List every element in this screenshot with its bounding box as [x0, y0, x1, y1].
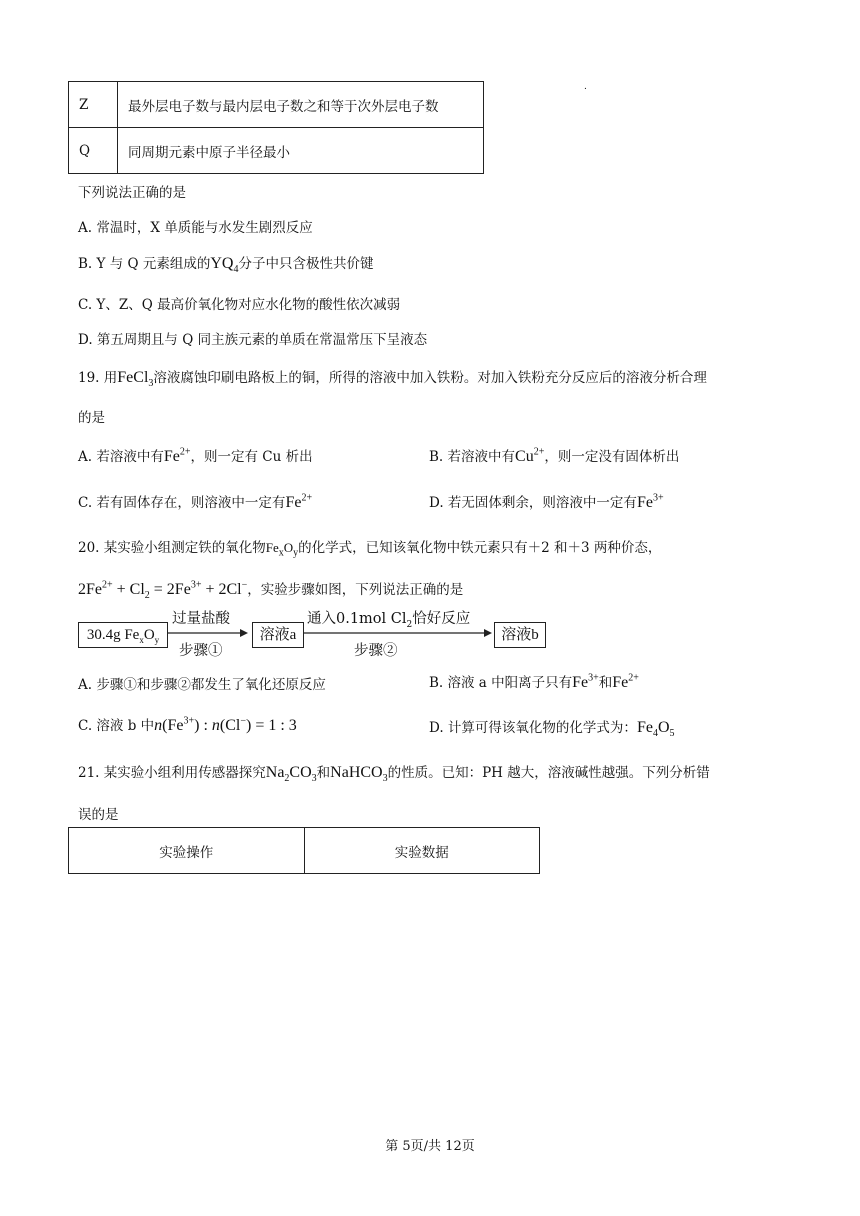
flow-arrow2 [304, 627, 494, 639]
formula-text: YQ [210, 255, 234, 272]
q18-stem: 下列说法正确的是 [78, 185, 186, 201]
formula-text: Fe [612, 674, 629, 691]
flow-box-sample-text: 30.4g Fe [86, 627, 140, 643]
table-cell-label: Z [69, 82, 118, 128]
q21-stem-post: 的性质。已知：PH 越大，溶液碱性越强。下列分析错 [387, 765, 710, 781]
q19-formula [117, 369, 154, 390]
formula-text: O [657, 719, 670, 736]
q19-option-a-pre: A. 若溶液中有 [78, 449, 164, 465]
flow-arrow2-bottom: 步骤② [354, 643, 398, 659]
q20-option-b-formula2 [612, 674, 639, 691]
formula-text: Fe [636, 719, 653, 736]
flow-arrow1-top: 过量盐酸 [172, 611, 230, 627]
table-row [69, 82, 484, 128]
q19-option-b-formula [515, 448, 544, 465]
q20-option-b-formula1 [572, 674, 599, 691]
q19-option-d [429, 491, 664, 512]
flow-box-solution-a: 溶液a [252, 622, 304, 648]
formula-sub: x [278, 547, 284, 559]
q19-stem [78, 366, 707, 389]
formula-text: CO [289, 764, 312, 781]
q18-option-b-formula [210, 255, 239, 276]
formula-sub: 2 [406, 619, 413, 630]
q20-option-b-mid: 和 [598, 675, 613, 691]
q19-option-a [78, 445, 313, 466]
q20-option-a: A. 步骤①和步骤②都发生了氧化还原反应 [78, 677, 326, 693]
q20-option-c [78, 714, 297, 735]
q20-option-d-pre: D. 计算可得该氧化物的化学式为： [429, 720, 637, 736]
q19-option-c-formula [285, 494, 312, 511]
formula-text: Cu [515, 448, 534, 465]
formula-sup: 3+ [588, 672, 599, 684]
formula-sub: y [293, 547, 299, 559]
table-cell-text: 同周期元素中原子半径最小 [118, 128, 484, 174]
q18-option-c: C. Y、Z、Q 最高价氧化物对应水化物的酸性依次减弱 [78, 297, 401, 313]
q21-stem-pre: 21. 某实验小组利用传感器探究 [78, 765, 266, 781]
q21-stem-line2: 误的是 [78, 807, 119, 823]
q20-equation-post: ，实验步骤如图，下列说法正确的是 [247, 582, 464, 598]
formula-sub: 3 [148, 378, 154, 390]
page-footer: 第 5页/共 12页 [385, 1139, 475, 1154]
formula-text: O [143, 627, 155, 643]
formula-text: Fe [572, 674, 589, 691]
ratio-value: 1 : 3 [268, 717, 297, 734]
table-row [69, 128, 484, 174]
flow-box-solution-b: 溶液b [494, 622, 546, 648]
q20-stem-post: 的化学式，已知该氧化物中铁元素只有＋2 和＋3 两种价态， [298, 540, 662, 556]
formula-sub: 3 [382, 773, 388, 785]
q19-option-d-pre: D. 若无固体剩余，则溶液中一定有 [429, 495, 637, 511]
q21-formula2 [330, 764, 388, 785]
q20-stem [78, 536, 661, 559]
table-header-operation: 实验操作 [69, 828, 305, 874]
q19-option-b [429, 445, 679, 466]
q20-option-d-formula [636, 719, 675, 740]
q20-option-d [429, 716, 675, 739]
q18-option-b-pre: B. Y 与 Q 元素组成的 [78, 256, 211, 272]
formula-sup: 2+ [533, 446, 545, 458]
q18-option-b-post: 分子中只含极性共价键 [238, 256, 374, 272]
q19-stem-pre: 19. 用 [78, 370, 118, 386]
formula-text: Fe [265, 540, 279, 555]
experiment-table [68, 827, 540, 874]
table-header-row [69, 828, 540, 874]
formula-text: NaHCO [330, 764, 383, 781]
formula-sup: 2+ [301, 492, 313, 504]
formula-text: Fe [636, 494, 653, 511]
formula-text: O [283, 540, 294, 555]
q18-option-a: A. 常温时，X 单质能与水发生剧烈反应 [78, 220, 313, 236]
q20-option-c-pre: C. 溶液 b 中 [78, 718, 155, 734]
formula-sub: 5 [669, 728, 675, 740]
q19-option-c-pre: C. 若有固体存在，则溶液中一定有 [78, 495, 286, 511]
formula-sup: 2+ [179, 446, 191, 458]
table-header-data: 实验数据 [304, 828, 540, 874]
flow-arrow1 [168, 627, 250, 639]
formula-sub: 3 [311, 773, 317, 785]
formula-sup: 2+ [628, 672, 639, 684]
redox-equation: $2Fe^{2+} + Cl_2 = 2Fe^{3+} + 2Cl^-$ [78, 579, 248, 602]
element-property-table [68, 81, 484, 174]
q19-stem-line2: 的是 [78, 410, 105, 426]
formula-sub: 4 [652, 728, 658, 740]
q19-option-a-formula [164, 448, 191, 465]
q21-formula1 [265, 764, 317, 785]
q20-option-b-pre: B. 溶液 a 中阳离子只有 [429, 675, 573, 691]
table-cell-label: Q [69, 128, 118, 174]
formula-text: Fe [163, 448, 180, 465]
formula-text: Na [265, 764, 285, 781]
q21-stem-mid: 和 [316, 765, 331, 781]
flow-arrow2-top-pre: 通入0.1mol Cl [307, 611, 407, 627]
stray-dot: . [584, 82, 587, 92]
q19-option-a-post: ，则一定有 Cu 析出 [190, 449, 313, 465]
formula-sup: 3+ [652, 492, 664, 504]
formula-text: FeCl [117, 369, 149, 386]
flow-arrow2-top-post: 恰好反应 [412, 611, 471, 627]
q20-stem-pre: 20. 某实验小组测定铁的氧化物 [78, 540, 266, 556]
q18-option-b [78, 252, 373, 275]
q19-option-d-formula [637, 494, 664, 511]
q19-option-b-pre: B. 若溶液中有 [429, 449, 516, 465]
q19-option-c [78, 491, 312, 512]
ion-ratio-expression: $n(Fe^{3+})$ : n(Cl−) = 1 : 3 [154, 715, 297, 734]
q21-stem [78, 761, 710, 784]
formula-sub: x [139, 635, 144, 645]
flow-box-sample [78, 622, 168, 648]
formula-sub: y [154, 635, 160, 645]
q20-option-b [429, 671, 639, 692]
flow-arrow1-bottom: 步骤① [179, 643, 223, 659]
formula-sub: 2 [284, 773, 290, 785]
table-cell-text: 最外层电子数与最内层电子数之和等于次外层电子数 [118, 82, 484, 128]
q19-option-b-post: ，则一定没有固体析出 [544, 449, 680, 465]
formula-sub: 4 [233, 264, 239, 276]
q19-stem-post: 溶液腐蚀印刷电路板上的铜，所得的溶液中加入铁粉。对加入铁粉充分反应后的溶液分析合理 [153, 370, 707, 386]
q20-formula [265, 540, 299, 559]
formula-text: Fe [285, 494, 302, 511]
q18-option-d: D. 第五周期且与 Q 同主族元素的单质在常温常压下呈液态 [78, 332, 428, 348]
q20-equation-line [78, 578, 463, 601]
